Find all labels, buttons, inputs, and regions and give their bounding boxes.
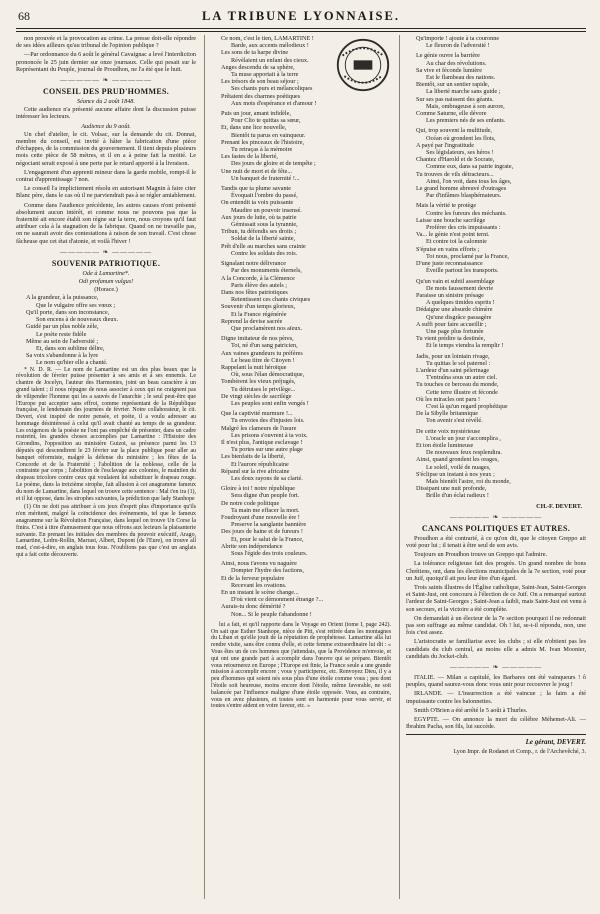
verse-line: Ta muse apportait à la terre xyxy=(231,71,299,79)
verse-line: Ainsi, l'on voit, dans tous les âges, xyxy=(426,177,512,185)
verse-line: De mots faussement devrie xyxy=(426,284,494,292)
verse-line: Où, sous l'élan démocratique, xyxy=(231,371,305,379)
verse-line: Tu portes sur une autre plage xyxy=(231,446,303,454)
article-paragraph: Comme dans l'audience précédente, les autres causes n'ont présenté absolument aucun intérêt, et comme nous ne pouvons pas que la fraternité ait encore établi son règne sur la terre, nous croyons qu'il faut attribuer cela à la stagnation de la fabrique. Quand on ne travaille pas, on ne saurait avoir des contestations à raison de son travail. C'est chose fâcheuse que cet état d'atonie, et voilà l'hiver ! xyxy=(16,201,196,245)
verse-line: Rappelant la nuit héroïque xyxy=(221,363,287,371)
verse-line: Mais, ombrageuse à son aurore, xyxy=(426,102,505,110)
epigraph-source: (Horace.) xyxy=(94,286,118,294)
verse-line: Aurais-tu donc démérité ? xyxy=(221,603,286,611)
header-rule xyxy=(16,29,586,32)
verse-line: Qu'importe ! ajoute à ta couronne xyxy=(416,35,500,42)
verse-line: Et le temps viendra la remplir ! xyxy=(426,342,504,350)
verse-line: Barde, aux accents mélodieux ! xyxy=(231,42,309,50)
poem-stanza xyxy=(406,202,586,274)
verse-line: Gloire à toi ! notre république xyxy=(221,485,296,493)
verse-line: Le grand homme abreuvé d'outrages xyxy=(416,185,507,193)
verse-line: Ce nom, c'est le tien, LAMARTINE ! xyxy=(221,35,314,42)
verse-line: Ainsi, nous t'avons vu naguère xyxy=(221,560,297,568)
poem-title: SOUVENIR PATRIOTIQUE. xyxy=(51,258,161,268)
verse-line: Aux jours de lutte, où ta patrie xyxy=(221,213,297,221)
verse-line: Que la captivité murmure !... xyxy=(221,410,293,418)
verse-line: Ta main me effacer la mort. xyxy=(231,506,300,514)
verse-line: A quelques timides esprits ! xyxy=(426,299,495,307)
verse-line: Guidé par un plus noble zèle, xyxy=(26,323,99,331)
verse-line: Tu retraças à la mémoire xyxy=(231,146,293,154)
news-item: Toujours un Proudhon trouve un Greppo qui l'admire. xyxy=(414,551,548,559)
verse-line: Et ton étoile lumineuse xyxy=(416,441,474,449)
article-paragraph: L'engagement d'un apprenti mineur dans la garde mobile, rompt-il le contrat d'apprentissage ? non. xyxy=(16,168,196,184)
verse-line: Tu quittas le sol paternel : xyxy=(426,359,491,367)
verse-line: Ton avenir s'est révélé. xyxy=(426,417,483,425)
poem-stanza xyxy=(211,410,391,482)
poem-dedication: Ode à Lamartine*. xyxy=(82,269,130,277)
verse-line: Ses chants purs et mélancoliques xyxy=(231,85,313,93)
verse-line: Ses législateurs, ses héros ! xyxy=(426,149,494,157)
verse-line: C'est là qu'un regard prophétique xyxy=(426,402,508,410)
verse-line: Le fleuron de l'adversité ! xyxy=(426,42,490,50)
verse-line: De notre code politique xyxy=(221,499,280,507)
verse-line: A la Concorde, à la Clémence xyxy=(221,274,295,282)
verse-line: Tandis que ta plume savante xyxy=(221,185,292,193)
verse-line: Reprend la devise sacrée xyxy=(221,317,283,325)
verse-line: Et, pour le salut de la France, xyxy=(231,535,304,543)
verse-line: Preserve la sanglante bannière xyxy=(231,521,307,529)
verse-line: Les trésors de son beau séjour ; xyxy=(221,78,299,86)
verse-line: Qu'il porte, dans son inconstance, xyxy=(26,308,110,316)
verse-line: Contre les soldats des rois. xyxy=(231,249,298,257)
verse-line: Les doux rayons de sa clarté. xyxy=(231,474,303,482)
ornament-divider: ————— ❧ ————— xyxy=(449,663,543,672)
verse-line: Qu'une disgrâce passagère xyxy=(426,313,492,321)
verse-line: Recevant les ovations. xyxy=(231,581,287,589)
ornament-divider: ————— ❧ ————— xyxy=(449,512,543,521)
verse-line: Éveille partout les transports. xyxy=(426,267,499,275)
ornament-divider: ————— ❧ ————— xyxy=(59,247,153,256)
article-paragraph: Cette audience n'a présenté aucune affaire dont la discussion puisse intéresser les lecteurs. xyxy=(16,106,196,121)
verse-line: Dédaigne une absurde chimère xyxy=(416,306,493,314)
news-item: Trois saints illustres de l'Église catholique, Saint-Jean, Saint-Georges et Saint-Just, ont concouru à l'élection de ce Juif. On a remarqué surtout l'ardeur de Saint-Georges ; Saint-Jean a faibli, mais Saint-Just est venu à son secours, et la victoire a été complète. xyxy=(406,584,586,613)
note-paragraph: lui a fait, et qu'il rapporte dans le Voyage en Orient (tome I, page 242). On sait que Esther Stanhope, nièce de Pitt, s'est retirée dans les montagnes du Liban et qu'elle jouit de la réputation de prophétesse. Lamartine alla lui rendre visite, sans être connu d'elle, et cette femme extraordinaire lui dit : « Vous êtes un de ces hommes que j'attendais, que la Providence m'envoie, et qui ont une grande part à accomplir dans l'œuvre qui se prépare. Bientôt vous retournerez en Europe ; l'Europe est finie, la France seule a une grande mission à accomplir encore ; vous y participerez, etc. Renvoyez Dieu, il y a peu d'hommes qui soient nés sous plus d'une étoile comme vous ; peu dont l'étoile soit heureuse, moins encore dont l'étoile, même favorable, ne soit balancée par l'influence maligne d'une étoile opposée. Vous, au contraire, vous en avez plusieurs, et toutes sont en harmonie pour vous servir, et toutes s'entre aident en votre faveur, etc. » xyxy=(211,621,391,710)
verse-line: Foudroyant d'une nouvelle ère ! xyxy=(221,514,300,521)
verse-line: Une nuit de mort et de fête... xyxy=(221,167,292,175)
article-paragraph: Un chef d'atelier, le cit. Volsac, sur la demande du cit. Donnat, membre du conseil, est invité à hâter la fabrication d'une pièce d'échappes, de la commission du gouvernement. Il tient depuis plusieurs mois cette pièce de 58 mètres, et il en a à peine fait la moitié. Le négociant serait exposé à une perte par le retard apporté à la livraison. xyxy=(16,130,196,167)
column-right xyxy=(399,35,586,899)
verse-line: Tombèrent les vieux préjugés, xyxy=(221,378,296,386)
verse-line: Tu envoies des d'injustes lois. xyxy=(231,417,305,425)
masthead xyxy=(16,6,586,29)
verse-line: Pour Clio te quittas sa sœur, xyxy=(231,117,301,125)
verse-line: A payé par l'ingratitude xyxy=(416,141,474,149)
verse-line: Les peuples sont enfin vengés ! xyxy=(231,399,309,407)
verse-line: A suffi pour faire accueillir ; xyxy=(416,320,487,328)
verse-line: Comme Saturne, elle dévore xyxy=(416,110,487,118)
article-paragraph: —Par ordonnance du 6 août le général Cavaignac a levé l'interdiction prononcée le 25 juin dernier sur onze journaux. Celle qui pesait sur le Représentant du Peuple, journal de Proudhon, ne l'a été que le huit. xyxy=(16,51,196,73)
verse-line: Les prisons s'ouvrent à ta voix. xyxy=(231,431,308,439)
news-item: On demandait à un électeur de la 7e section pourquoi il ne redonnait pas son suffrage au même candidat. Oh ! lui, se-t-il répondu, non, une fois c'est assez. xyxy=(406,614,586,637)
verse-line: Une page plus fortunée xyxy=(426,327,484,335)
verse-line: Malgré les clameurs de l'usure xyxy=(221,424,297,432)
verse-line: Sera digne d'un peuple fort. xyxy=(231,492,300,500)
verse-line: La liberté marche sans guide ; xyxy=(426,88,501,96)
verse-line: Tu détruises le privilège... xyxy=(231,385,296,393)
verse-line: Va... le génie n'est point terni. xyxy=(416,231,490,239)
verse-line: Sous l'égide des trois couleurs. xyxy=(231,550,308,558)
column-middle xyxy=(204,35,391,899)
library-stamp xyxy=(335,37,391,93)
verse-line: Aux vaines grandeurs tu préfères xyxy=(221,349,303,357)
poem-stanza xyxy=(406,353,586,425)
verse-line: Sa voix s'abandonne à la lyre xyxy=(26,352,99,360)
verse-line: Et la France régénérée xyxy=(231,310,287,318)
verse-line: Anges descendu de sa sphère, xyxy=(221,63,295,71)
verse-line: Prêt d'elle au marches sans crainte xyxy=(221,242,306,250)
verse-line: Prenant les pinceaux de l'histoire, xyxy=(221,138,305,146)
verse-line: De la Sibylle britannique xyxy=(416,410,479,418)
poem-epigraph: Odi profanum vulgus! xyxy=(78,278,134,286)
verse-line: De nouveaux feux resplendira. xyxy=(426,449,502,457)
verse-line: T'entraîna sous un autre ciel. xyxy=(426,374,498,382)
verse-line: Sur ses pas naissent des géants. xyxy=(416,95,494,103)
verse-line: Les fastes de la liberté, xyxy=(221,153,278,161)
verse-line: Gémissait sous la tyrannie, xyxy=(231,221,298,229)
verse-line: Par d'infâmes blasphémateurs. xyxy=(426,192,502,200)
verse-line: Le beau titre de Citoyen ! xyxy=(231,356,295,364)
poem-stanza xyxy=(211,335,391,407)
verse-line: Brille d'un éclat radieux ! xyxy=(426,492,489,500)
verse-line: Bientôt tu parus en vainqueur. xyxy=(231,131,306,139)
verse-line: Comme eux, dans sa patrie ingrate, xyxy=(426,163,514,171)
verse-line: Dissipant une nuit profonde, xyxy=(416,485,487,493)
foreign-news-item: Smith O'Brien a été arrêté le 5 août à Thurles. xyxy=(414,706,528,714)
verse-line: Par des monuments éternels, xyxy=(231,267,302,275)
verse-line: Maudire un pouvoir insensé. xyxy=(231,206,302,214)
verse-line: Chantez d'Harold et de Socrate, xyxy=(416,156,495,164)
news-item: Proudhon a été contrarié, à ce qu'on dit, que le citoyen Greppo ait voté pour lui ; il tenait à être seul de son avis. xyxy=(406,534,586,549)
foreign-news-item: ITALIE. — Milan a capitulé, les Barbares ont été vainqueurs ! ô peuples, quand saurez-vous donc vous unir pour recouvrer le joug ! xyxy=(406,674,586,689)
editor-note xyxy=(16,367,196,559)
verse-line: L'ardeur d'un saint pèlerinage xyxy=(416,366,490,374)
verse-line: Qu'un vain et subtil assemblage xyxy=(416,277,495,285)
verse-line: Sa vive et féconde lumière xyxy=(416,66,482,74)
verse-line: Digne imitateur de nos pères, xyxy=(221,335,294,343)
verse-line: Océan où grondent les flots, xyxy=(426,134,496,142)
verse-line: Et, dans son sublime délire, xyxy=(36,344,105,352)
verse-line: Le poète reste fidèle xyxy=(36,330,87,338)
verse-line: Et l'aurore républicaine xyxy=(231,460,289,468)
column-left xyxy=(16,35,196,899)
verse-line: Qui, trop souvent la multitude, xyxy=(416,127,492,135)
verse-line: S'éclipse un instant à nos yeux ; xyxy=(416,470,495,478)
session-date: Séance du 2 août 1848. xyxy=(77,98,135,106)
verse-line: Puis un jour, amant infidèle, xyxy=(221,110,291,118)
manager-signature: Le gérant, DEVERT. xyxy=(525,738,586,747)
poem-stanza xyxy=(211,560,391,618)
verse-line: Ainsi, quand grondent les orages, xyxy=(416,456,499,464)
verse-line: Souvenir d'un temps glorieux, xyxy=(221,303,296,311)
verse-line: De vingt siècles de sacrilège xyxy=(221,392,292,400)
verse-line: Il n'est plus, l'antique esclavage ! xyxy=(221,438,303,446)
editor-note-continued xyxy=(211,622,391,710)
poem-stanza xyxy=(406,127,586,199)
verse-line: Et, dans une lice nouvelle, xyxy=(221,124,287,132)
poem-stanza xyxy=(211,185,391,257)
verse-line: Son encens à de nouveaux dieux. xyxy=(36,316,119,324)
verse-line: Aux mots d'espérance et d'amour ! xyxy=(231,99,317,107)
verse-line: Tribun, tu défendis ses droits ; xyxy=(221,228,297,236)
verse-line: Laisse une bouche sacrilège xyxy=(416,216,486,224)
verse-line: Dans nos fêtes patriotiques xyxy=(221,288,288,296)
verse-line: Et de la ferveur populaire xyxy=(221,574,285,582)
news-item: La tolérance religieuse fait des progrès. Un grand nombre de bons Chrétiens, ont, dans les élections municipales de la 7e section, voté pour un Juif, quoiqu'il ait peu leur être d'un égard. xyxy=(406,560,586,582)
verse-line: Où les miracles ont paru ! xyxy=(416,395,481,403)
verse-line: Répand sur la rive africaine xyxy=(221,467,290,475)
poem-stanza xyxy=(406,35,586,49)
verse-line: De cette voix mystérieuse xyxy=(416,427,481,435)
article-paragraph: Le conseil l'a implicitement résolu en autorisant Magnin à faire citer Blanc père, dans le cas où il ne parviendrait pas à se régler amiablement. xyxy=(16,185,196,200)
verse-line: En un instant le scène change... xyxy=(221,589,299,597)
verse-line: Soldat de la liberté sainte, xyxy=(231,235,296,243)
verse-line: Le génie ouvre la barrière xyxy=(416,52,480,60)
foreign-news-item: IRLANDE. — L'insurrection a été vaincue ; la faim a été impuissante contre les baïonnettes. xyxy=(406,690,586,705)
verse-line: Évoquait l'ombre du passé, xyxy=(231,192,298,200)
section-title-cancans: CANCANS POLITIQUES ET AUTRES. xyxy=(421,523,571,533)
verse-line: Tu vient prédire ta destinée, xyxy=(416,335,486,343)
news-item: L'aristocratie se familiarise avec les clubs ; si elle n'obtient pas les candidats du club central, au moins elle a admis M. Ivan Moonier, candidats du Jockei-club. xyxy=(406,638,586,660)
verse-line: Est le flambeau des nations. xyxy=(426,74,496,82)
poem-stanza xyxy=(406,278,586,350)
session-date: Audience du 9 août. xyxy=(81,122,131,130)
foreign-news-item: EGYPTE. — On annonce la mort du célèbre Méhemet-Ali. — Ibrahim Pacha, son fils, lui succède. xyxy=(406,716,586,731)
verse-line: Même au sein de l'adversité ; xyxy=(26,337,99,345)
verse-line: Mais bientôt l'astre, roi du monde, xyxy=(426,477,511,485)
verse-line: Dompter l'hydre des factions, xyxy=(231,567,304,575)
poem-stanza xyxy=(406,428,586,500)
page-footer xyxy=(406,734,586,755)
verse-line: Les premiers nés de ses enfants. xyxy=(426,117,506,125)
poem-signature: CH.-F. DEVERT. xyxy=(536,502,582,510)
verse-line: Des jours de gloire et de tempête ; xyxy=(231,160,316,168)
verse-line: Tu trouves de vils détracteurs... xyxy=(416,170,494,178)
verse-line: Que proclamèrent nos aïeux. xyxy=(231,324,303,332)
verse-line: S'épuise en vains efforts ; xyxy=(416,245,480,253)
footnote: (1) On ne doit pas attribuer à ces jeux d'esprit plus d'importance qu'ils n'en méritent, malgré la coïncidence des événements, tel que le fameux anagramme sur la Révolution Française, dans lequel on trouve Un Corse la finira. C'est à titre d'amusement que nous offrons aux lecteurs la plaisanterie suivante. En prenant les initiales des membres du pouvoir exécutif, Arago, Lamartine, Ledru-Rollin, Marrast, Albert, Dupont (de l'Eure), on trouve all mad, c'est-à-dire, en anglais tous fous. N'oublions pas que c'est un anglais qui a fait cette découverte. xyxy=(16,504,196,559)
verse-line: Mais la vérité te protège xyxy=(416,202,477,210)
verse-line: Le nom qu'hier elle a chanté. xyxy=(36,359,108,367)
poem-stanza xyxy=(406,52,586,124)
verse-line: Les sons de ta harpe divine xyxy=(221,49,289,57)
verse-line: Que le vulgaire offre ses vœux ; xyxy=(36,301,116,309)
poem-stanza xyxy=(211,110,391,182)
verse-line: Signalant notre délivrance xyxy=(221,260,286,268)
verse-line: Toi, né d'un sang patricien, xyxy=(231,342,298,350)
article-paragraph: non prouvée et la provocation au crime. La presse doit-elle répondre de ses idées ailleurs qu'au tribunal de l'opinion publique ? xyxy=(16,35,196,50)
verse-line: Révèlaient un enfant des cieux. xyxy=(231,56,309,64)
verse-line: Prêtaient des charmes poétiques xyxy=(221,92,301,100)
verse-line: Un banquet de fraternité !... xyxy=(231,174,300,182)
verse-line: On entendit ta voix puissante xyxy=(221,199,294,207)
verse-line: Au char des révolutions. xyxy=(426,59,487,67)
verse-line: Des jours de haine et de fureurs ! xyxy=(221,528,303,536)
verse-line: Retentissent ces chants civiques xyxy=(231,296,311,304)
verse-line: Paraisse un sinistre présage xyxy=(416,291,484,299)
verse-line: Tu touches ce berceau du monde, xyxy=(416,381,499,389)
verse-line: Contre les fureurs des méchants. xyxy=(426,209,507,217)
verse-line: Le soleil, voilé de nuages, xyxy=(426,463,491,471)
poem-stanza xyxy=(211,260,391,332)
verse-line: L'oracle un jour s'accomplira , xyxy=(426,434,501,442)
verse-line: Bientôt, sur un sentier rapide, xyxy=(416,81,490,89)
verse-line: Abrite son indépendance xyxy=(221,542,283,550)
page-number: 68 xyxy=(18,9,30,23)
verse-line: Toi nous, proclamé par la France, xyxy=(426,252,509,260)
verse-line: Cette terre illustre et féconde xyxy=(426,388,498,396)
verse-line: Et contre toi la calomnie xyxy=(426,238,487,246)
verse-line: Les bienfaits de la liberté, xyxy=(221,453,286,461)
note-paragraph: * N. D. R. — Le nom de Lamartine est un des plus beaux que la révolution de février puisse présenter à ses amis et à ses ennemis. Le chantre de Jocelyn, l'auteur des Harmonies, joint un beau caractère à un grand talent ; il nous répugne de nous associer à ceux qui ne craignent pas de vilipender l'homme qui les a sauvés de l'anarchie ; le seul peut-être que l'Europe put accepter sans effroi, comme représentant de la République française, le lendemain des journées de février. Notre collaborateur, le cit. Devert, s'est inspiré de notre pensée, et poète, il a voulu adresser au hommage désintéressé à celui qu'il avait chanté au temps de sa grandeur. Les exigences de la poésie ne l'ont pas empêché de présenter, dans un cadre restreint, les grandes choses accomplies par Lamartine : l'Histoire des Girondins, l'opposition au ministère Guizot, sa présence parmi les 13 députés qui descendirent le 23 février sur la place publique pour aller au banquet réformiste, malgré la défense du ministère ; les fêtes de la Concorde et de la Fraternité ; l'abolition de la noblesse, celle de la contrainte par corps ; l'abolition de l'esclavage aux colonies, le maintien du drapeau tricolore contre ceux qui voulaient lui substituer le drapeau rouge. Le poème, dans la treizième strophe, fait allusion à cet anagramme fameux du nom de Lamartine, dans lequel on trouve cette sentence : Mal t'en ira (1), et il lui oppose, dans les strophes suivantes, la prédiction que lady Stanhope xyxy=(16,366,196,502)
poem-stanza xyxy=(211,485,391,557)
newspaper-title: LA TRIBUNE LYONNAISE. xyxy=(202,9,400,23)
verse-line: Non... Si le peuple t'abandonne ! xyxy=(231,610,312,618)
verse-line: Proférer des cris impuissants : xyxy=(426,224,501,232)
poem-stanza xyxy=(16,294,196,366)
printer-imprint: Lyon Impr. de Rodanet et Comp., r. de l'Archevêché, 3. xyxy=(453,748,586,755)
verse-line: D'où vient ce démonment étrange ?... xyxy=(231,596,324,604)
section-title-prudhommes: CONSEIL DES PRUD'HOMMES. xyxy=(42,87,170,97)
ornament-divider: ————— ❧ ————— xyxy=(59,76,153,85)
verse-line: Paris élève des autels ; xyxy=(231,281,288,289)
verse-line: D'une juste reconnaissance xyxy=(416,260,483,268)
verse-line: Jadis, pour un lointain rivage, xyxy=(416,352,490,360)
verse-line: A la grandeur, à la puissance, xyxy=(26,294,99,302)
